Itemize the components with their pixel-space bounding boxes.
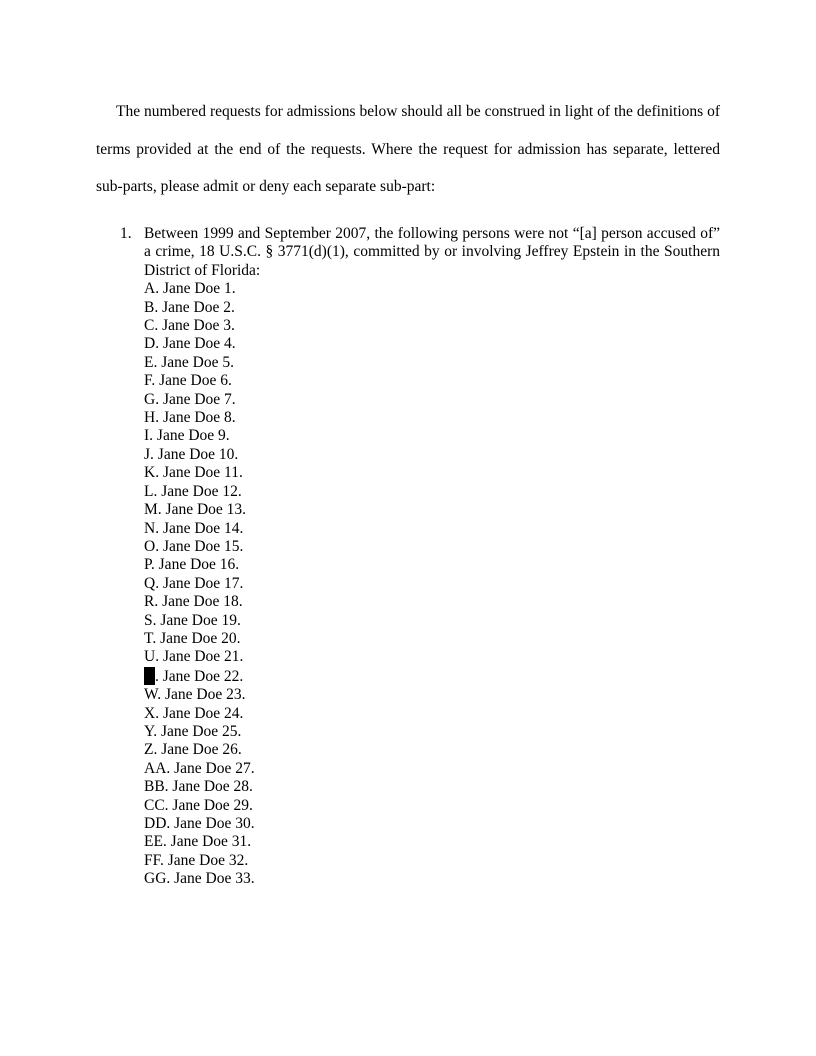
subpart-item: CC. Jane Doe 29. (144, 796, 253, 814)
subpart-item: P. Jane Doe 16. (144, 556, 240, 574)
subpart-item: X. Jane Doe 24. (144, 704, 244, 722)
subpart-item: J. Jane Doe 10. (144, 445, 239, 463)
subpart-item: A. Jane Doe 1. (144, 280, 236, 298)
subpart-item-redacted (144, 667, 720, 686)
request-item-1 (96, 225, 720, 889)
redaction-block (144, 667, 155, 685)
subpart-item: D. Jane Doe 4. (144, 335, 236, 353)
request-text: Between 1999 and September 2007, the following persons were not “[a] person accused of” a crime, 18 U.S.C. § 3771(d)(1), committed by or involving Jeffrey Epstein in the Southern District of Florida: (144, 225, 720, 279)
subpart-item: W. Jane Doe 23. (144, 686, 246, 704)
subpart-item: C. Jane Doe 3. (144, 317, 235, 335)
subpart-item: T. Jane Doe 20. (144, 629, 241, 647)
subpart-item: DD. Jane Doe 30. (144, 815, 255, 832)
subpart-item: B. Jane Doe 2. (144, 298, 235, 316)
subpart-item: K. Jane Doe 11. (144, 464, 243, 482)
subpart-item: E. Jane Doe 5. (144, 353, 234, 371)
subpart-item: H. Jane Doe 8. (144, 409, 236, 427)
request-body (144, 225, 720, 889)
subpart-item: G. Jane Doe 7. (144, 390, 236, 408)
subpart-item: GG. Jane Doe 33. (144, 870, 255, 888)
subpart-item: R. Jane Doe 18. (144, 593, 243, 611)
subpart-item: L. Jane Doe 12. (144, 482, 242, 500)
subpart-item: S. Jane Doe 19. (144, 611, 241, 629)
subpart-item: Z. Jane Doe 26. (144, 741, 242, 759)
subpart-item: FF. Jane Doe 32. (144, 851, 249, 869)
subpart-text: . Jane Doe 22. (155, 667, 244, 685)
subpart-item: N. Jane Doe 14. (144, 519, 244, 537)
subpart-item: EE. Jane Doe 31. (144, 833, 252, 851)
subpart-item: F. Jane Doe 6. (144, 372, 232, 390)
subpart-item: AA. Jane Doe 27. (144, 759, 255, 777)
subpart-item: O. Jane Doe 15. (144, 537, 244, 555)
request-number: 1. (120, 225, 132, 242)
subpart-item: U. Jane Doe 21. (144, 648, 244, 666)
subpart-item: I. Jane Doe 9. (144, 427, 230, 445)
subpart-list (144, 280, 720, 888)
intro-paragraph: The numbered requests for admissions below should all be construed in light of the definitions of terms provided at the end of the requests. Where the request for admission has separate, lettered sub-parts, please admit or deny each separate sub-part: (96, 103, 720, 195)
subpart-item: Q. Jane Doe 17. (144, 574, 244, 592)
subpart-item: BB. Jane Doe 28. (144, 778, 253, 796)
subpart-item: Y. Jane Doe 25. (144, 722, 242, 740)
subpart-item: M. Jane Doe 13. (144, 501, 247, 519)
